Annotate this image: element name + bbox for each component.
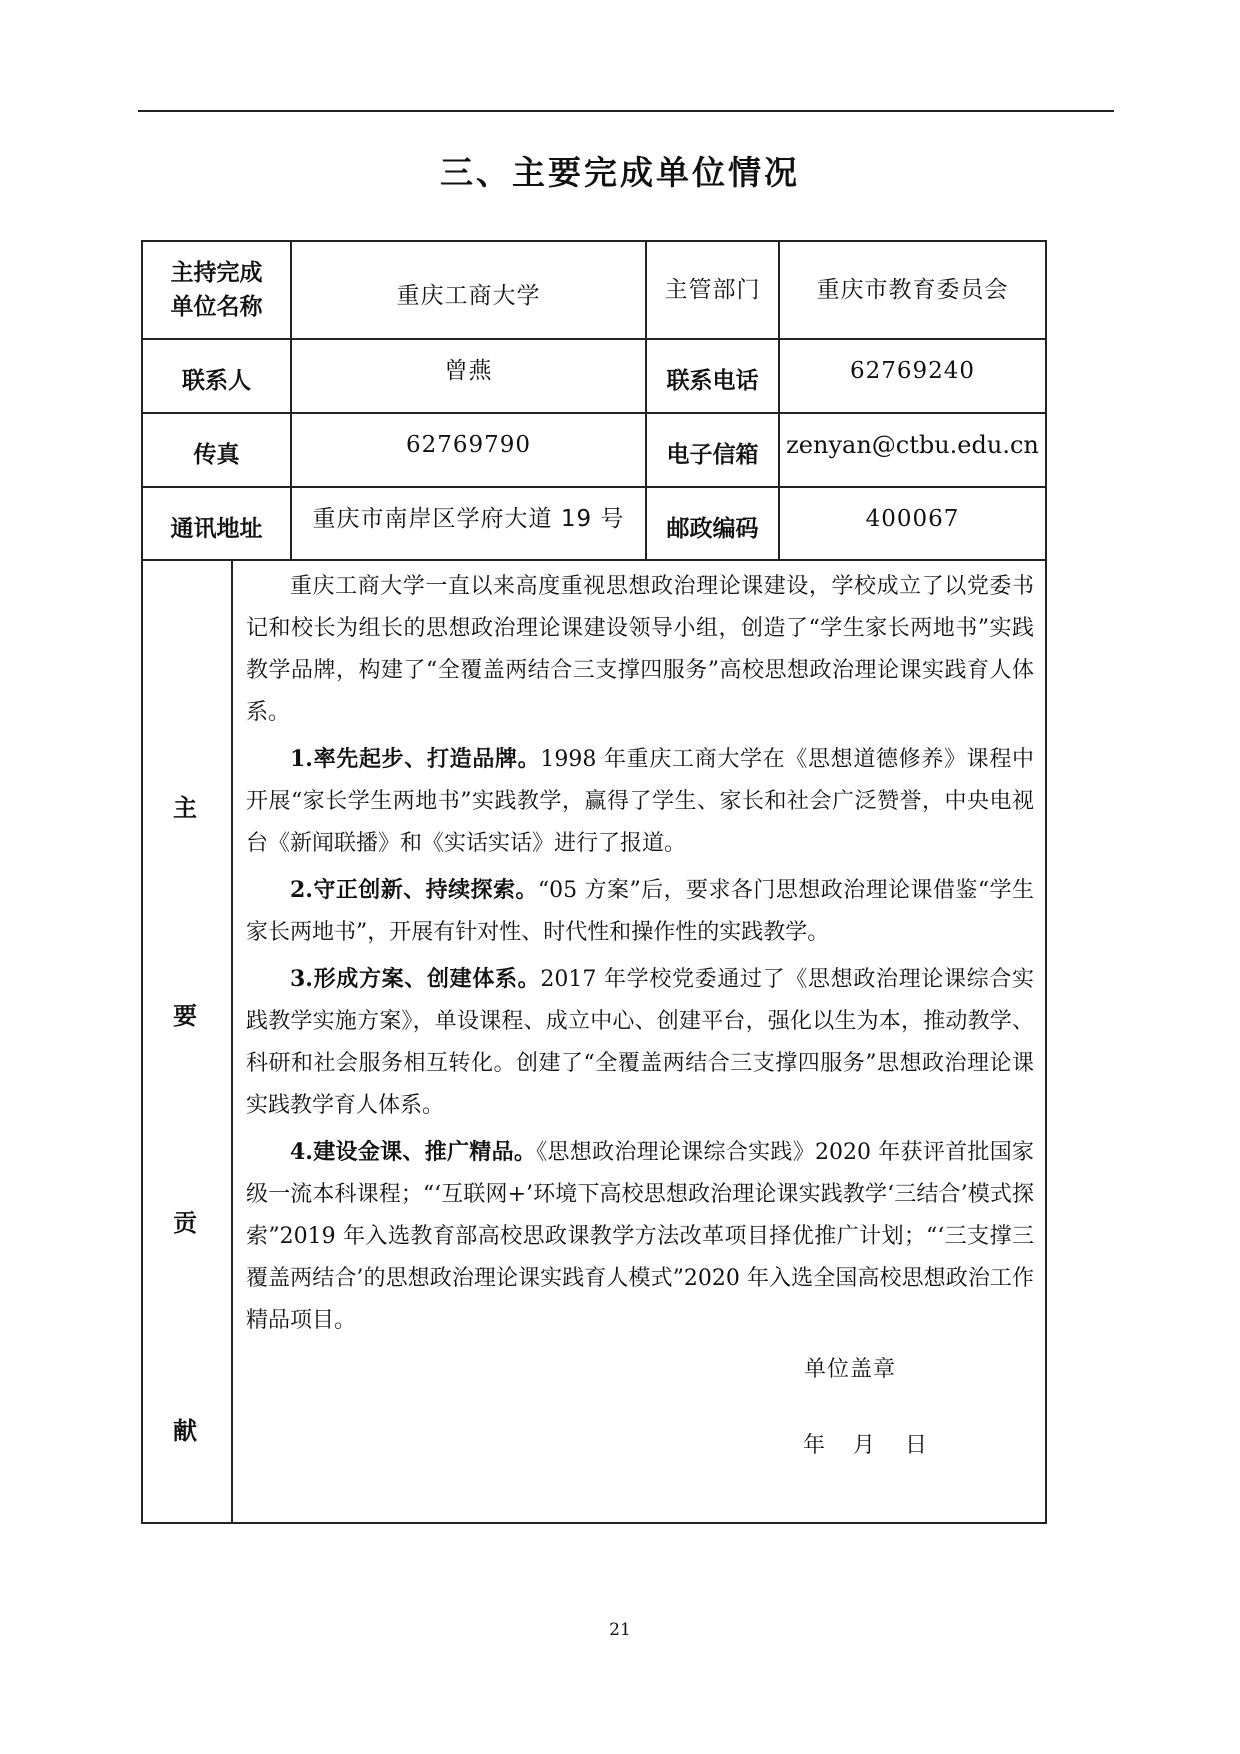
page-title: 三、主要完成单位情况 — [440, 153, 800, 192]
phone-value: 62769240 — [849, 358, 976, 384]
contribution-intro: 重庆工商大学一直以来高度重视思想政治理论课建设，学校成立了以党委书记和校长为组长的思想政治理论课建设领导小组，创造了“学生家长两地书”实践教学品牌，构建了“全覆盖两结合三支撑四服务”高校思想政治理论课实践育人体系。 — [246, 574, 1034, 725]
postcode-label: 邮政编码 — [666, 515, 759, 542]
email-value: zenyan@ctbu.edu.cn — [786, 431, 1039, 459]
contribution-item-heading: 1.率先起步、打造品牌。 — [290, 746, 541, 772]
date-year: 年 — [803, 1433, 826, 1458]
date-day: 日 — [905, 1433, 928, 1458]
address-value: 重庆市南岸区学府大道 19 号 — [312, 506, 625, 532]
host-unit-value: 重庆工商大学 — [396, 283, 541, 309]
contribution-item-text: 《思想政治理论课综合实践》2020 年获评首批国家级一流本科课程；“‘互联网+’环境下高校思想政治理论课实践教学‘三结合’模式探索”2019 年入选教育部高校思政课教学方法改革项目择优推广计划；“‘三支撑三覆盖两结合’的思想政治理论课实践育人模式”2020 年入选全国高校思想政治工作精品项目。 — [246, 1140, 1035, 1333]
unit-seal-label: 单位盖章 — [804, 1357, 897, 1382]
contact-value: 曾燕 — [444, 358, 493, 384]
main-contribution-label — [141, 566, 229, 1520]
fax-value: 62769790 — [405, 432, 532, 458]
side-label-char: 贡 — [173, 1209, 197, 1237]
contribution-item-heading: 4.建设金课、推广精品。 — [290, 1139, 537, 1165]
contribution-item — [246, 869, 1034, 954]
side-label-char: 要 — [173, 1001, 197, 1030]
contribution-item — [246, 1131, 1034, 1342]
header-rule — [138, 110, 1114, 112]
contact-label: 联系人 — [182, 368, 251, 394]
supervisor-label: 主管部门 — [664, 277, 761, 303]
contribution-body — [246, 566, 1034, 1342]
signature-date — [803, 1428, 945, 1459]
side-label-char: 主 — [173, 794, 197, 822]
side-label-char: 献 — [173, 1416, 197, 1445]
page-number: 21 — [609, 1620, 631, 1640]
fax-label: 传真 — [193, 442, 240, 468]
address-label: 通讯地址 — [170, 515, 263, 542]
supervisor-value: 重庆市教育委员会 — [816, 277, 1009, 303]
contribution-item-text: 1998 年重庆工商大学在《思想道德修养》课程中开展“家长学生两地书”实践教学，赢得了学生、家长和社会广泛赞誉，中央电视台《新闻联播》和《实话实话》进行了报道。 — [246, 747, 1035, 856]
host-unit-label — [143, 242, 290, 338]
contribution-item — [246, 958, 1034, 1127]
column-divider — [231, 561, 233, 1523]
postcode-value: 400067 — [865, 506, 960, 532]
host-unit-label-line: 单位名称 — [170, 294, 263, 320]
contribution-item-text: “05 方案”后，要求各门思想政治理论课借鉴“学生家长两地书”，开展有针对性、时代性和操作性的实践教学。 — [246, 878, 1035, 945]
date-month: 月 — [853, 1433, 876, 1458]
contribution-item-heading: 3.形成方案、创建体系。 — [290, 966, 541, 992]
contribution-item-heading: 2.守正创新、持续探索。 — [290, 877, 538, 903]
contribution-item-text: 2017 年学校党委通过了《思想政治理论课综合实践教学实施方案》，单设课程、成立中心、创建平台，强化以生为本，推动教学、科研和社会服务相互转化。创建了“全覆盖两结合三支撑四服务”思想政治理论课实践教学育人体系。 — [246, 967, 1035, 1118]
contribution-item — [246, 738, 1034, 865]
email-label: 电子信箱 — [666, 442, 759, 468]
row-divider — [143, 559, 1045, 561]
host-unit-label-line: 主持完成 — [170, 260, 263, 286]
phone-label: 联系电话 — [666, 368, 759, 394]
